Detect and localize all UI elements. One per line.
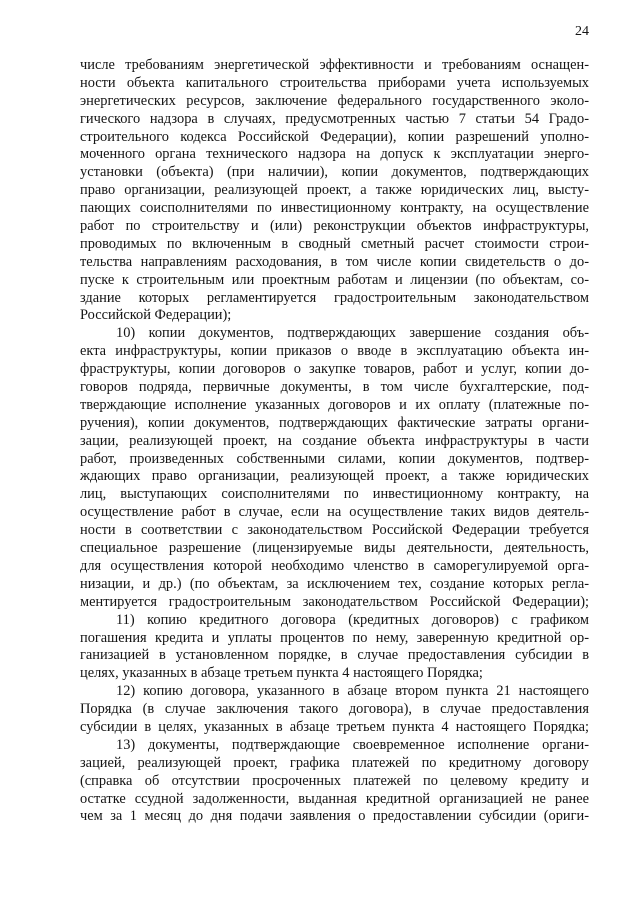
text-line: ручения), копии документов, подтверждающих фактические затраты органи-	[80, 414, 589, 431]
text-line: пуске к строительным или проектным работам и лицензии (по объектам, со-	[80, 271, 589, 288]
text-line: тверждающие исполнение указанных договоров и их оплату (платежные по-	[80, 396, 589, 413]
text-line: говоров подряда, первичные документы, в том числе бухгалтерские, под-	[80, 379, 589, 396]
text-line: работ, произведенных собственными силами, копии документов, подтвер-	[80, 450, 589, 467]
text-line: 11) копию кредитного договора (кредитных договоров) с графиком	[116, 611, 589, 628]
text-line: низации, и др.) (по объектам, за исключением тех, создание которых регла-	[80, 575, 589, 592]
text-line: 12) копию договора, указанного в абзаце втором пункта 21 настоящего	[116, 683, 589, 700]
text-line: тельства направлениям расходования, в том числе копии свидетельств о до-	[80, 253, 589, 270]
text-line: для осуществления которой необходимо членство в саморегулируемой орга-	[80, 557, 589, 574]
text-line: екта инфраструктуры, копии приказов о вводе в эксплуатацию объекта ин-	[80, 343, 589, 360]
text-line: чем за 1 месяц до дня подачи заявления о предоставлении субсидии (ориги-	[80, 808, 589, 825]
text-line: погашения кредита и уплаты процентов по нему, заверенную кредитной ор-	[80, 629, 589, 646]
text-line: лиц, выступающих соисполнителями по инвестиционному контракту, на	[80, 486, 589, 503]
text-line: Порядка (в случае заключения такого договора), в случае предоставления	[80, 701, 589, 718]
text-line: работ по строительству и (или) реконструкции объектов инфраструктуры,	[80, 218, 589, 235]
text-line: зации, реализующей проект, на создание объекта инфраструктуры в части	[80, 432, 589, 449]
text-line: остатке ссудной задолженности, выданная кредитной организацией не ранее	[80, 790, 589, 807]
text-line: 13) документы, подтверждающие своевременное исполнение органи-	[116, 736, 589, 753]
text-line: (справка об отсутствии просроченных платежей по целевому кредиту и	[80, 772, 589, 789]
text-line: установки (объекта) (при наличии), копии документов, подтверждающих	[80, 164, 589, 181]
text-line: гического надзора в случаях, предусмотренных частью 7 статьи 54 Градо-	[80, 110, 589, 127]
text-line: зацией, реализующей проект, графика платежей по кредитному договору	[80, 754, 589, 771]
text-line: ментируется градостроительным законодательством Российской Федерации);	[80, 593, 589, 610]
text-line: здание которых регламентируется градостроительным законодательством	[80, 289, 589, 306]
text-line: целях, указанных в абзаце третьем пункта 4 настоящего Порядка;	[80, 665, 483, 682]
text-line: числе требованиям энергетической эффективности и требованиям оснащен-	[80, 57, 589, 73]
page-number: 24	[575, 24, 589, 39]
text-line: 10) копии документов, подтверждающих завершение создания объ-	[116, 325, 589, 342]
text-line: энергетических ресурсов, заключение федерального государственного эколо-	[80, 92, 589, 109]
text-line: Российской Федерации);	[80, 307, 232, 324]
text-line: ждающих право организации, реализующей проект, а также юридических	[80, 468, 589, 485]
text-line: право организации, реализующей проект, а также юридических лиц, высту-	[80, 182, 589, 199]
text-line: ности объекта капитального строительства приборами учета используемых	[80, 74, 589, 91]
text-line: моченного органа технического надзора на допуск к эксплуатации энерго-	[80, 146, 589, 163]
text-line: специальное разрешение (лицензируемые виды деятельности, деятельность,	[80, 540, 589, 557]
text-line: осуществление работ в случае, если на осуществление таких видов деятель-	[80, 504, 589, 521]
text-line: ганизацией в установленном порядке, в случае предоставления субсидии в	[80, 647, 589, 664]
text-line: строительного кодекса Российской Федерации), копии разрешений уполно-	[80, 128, 589, 145]
text-line: субсидии в целях, указанных в абзаце третьем пункта 4 настоящего Порядка;	[80, 718, 589, 735]
text-line: пающих соисполнителями по инвестиционному контракту, на осуществление	[80, 200, 589, 217]
text-line: ности в соответствии с законодательством Российской Федерации требуется	[80, 522, 589, 539]
text-line: фраструктуры, копии договоров о закупке товаров, работ и услуг, копии до-	[80, 361, 589, 378]
document-body	[80, 57, 589, 826]
text-line: проводимых по включенным в сводный сметный расчет стоимости строи-	[80, 235, 589, 252]
